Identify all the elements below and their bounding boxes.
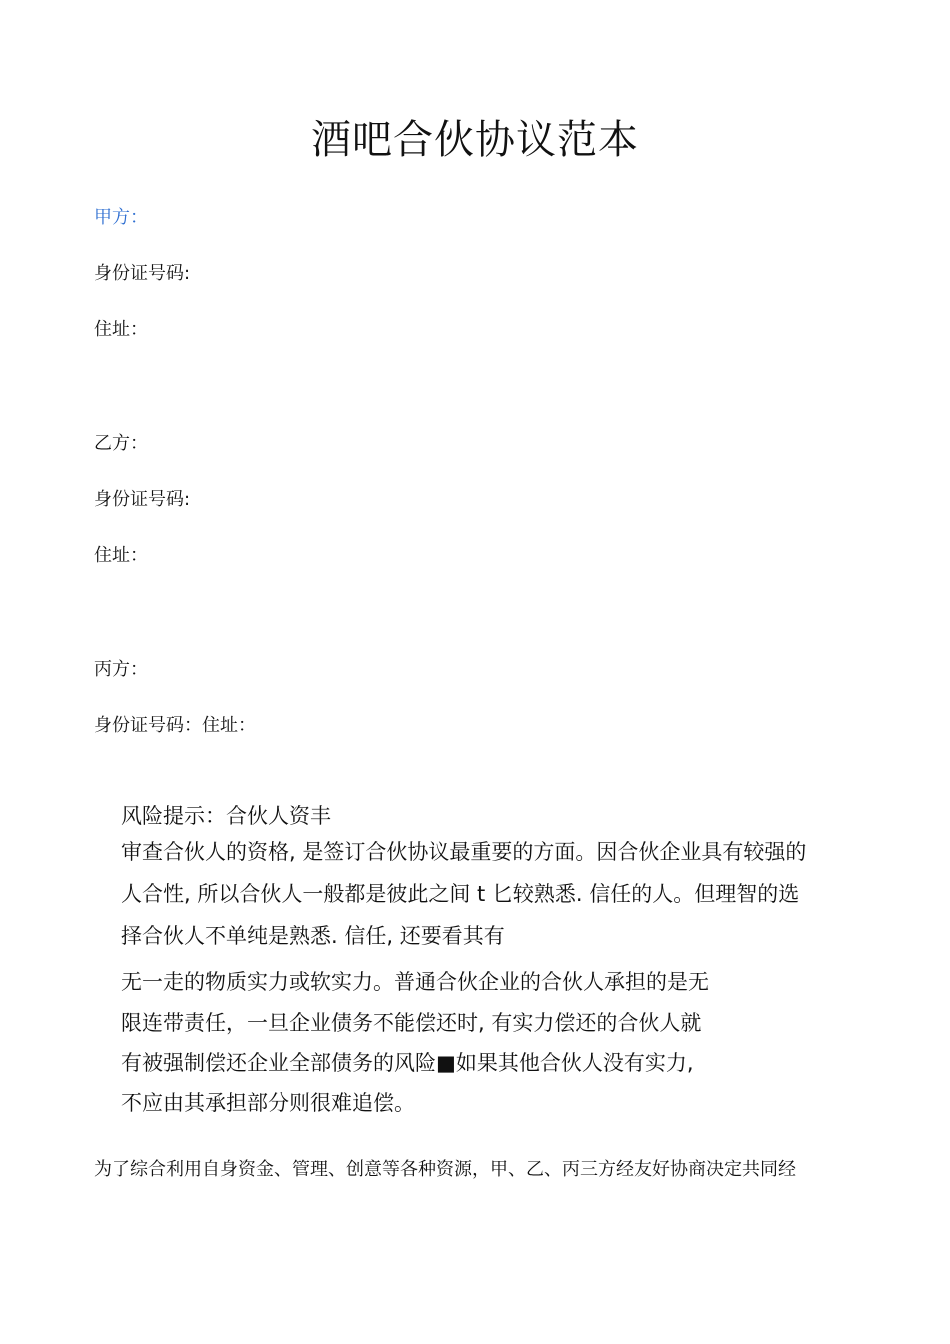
risk-notice-line: 择合伙人不单纯是熟悉. 信任, 还要看其有	[121, 924, 505, 948]
risk-notice-line: 人合性, 所以合伙人一般都是彼此之间 t 匕较熟悉. 信任的人。但理智的选	[121, 882, 800, 906]
party-a-label: 甲方：	[94, 207, 148, 228]
risk-notice-line: 不应由其承担部分则很难追偿。	[121, 1091, 415, 1115]
party-c-id-address-label: 身份证号码：住址：	[94, 715, 256, 736]
risk-notice-line: 无一走的物质实力或软实力。普通合伙企业的合伙人承担的是无	[121, 970, 709, 994]
risk-notice-heading: 风险提示：合伙人资丰	[121, 804, 331, 828]
risk-notice-line: 审查合伙人的资格, 是签订合伙协议最重要的方面。因合伙企业具有较强的	[121, 840, 807, 864]
party-a-address-label: 住址：	[94, 319, 148, 340]
risk-notice-line: 限连带责任，一旦企业债务不能偿还时, 有实力偿还的合伙人就	[121, 1011, 702, 1035]
party-b-address-label: 住址：	[94, 545, 148, 566]
party-b-label: 乙方：	[94, 433, 148, 454]
risk-notice-line: 有被强制偿还企业全部债务的风险■如果其他合伙人没有实力,	[121, 1051, 694, 1075]
document-title: 酒吧合伙协议范本	[311, 117, 639, 163]
party-b-id-label: 身份证号码:	[94, 489, 191, 510]
party-c-label: 丙方：	[94, 659, 148, 680]
agreement-intro-text: 为了综合利用自身资金、管理、创意等各种资源，甲、乙、丙三方经友好协商决定共同经	[94, 1159, 796, 1180]
party-a-id-label: 身份证号码:	[94, 263, 191, 284]
